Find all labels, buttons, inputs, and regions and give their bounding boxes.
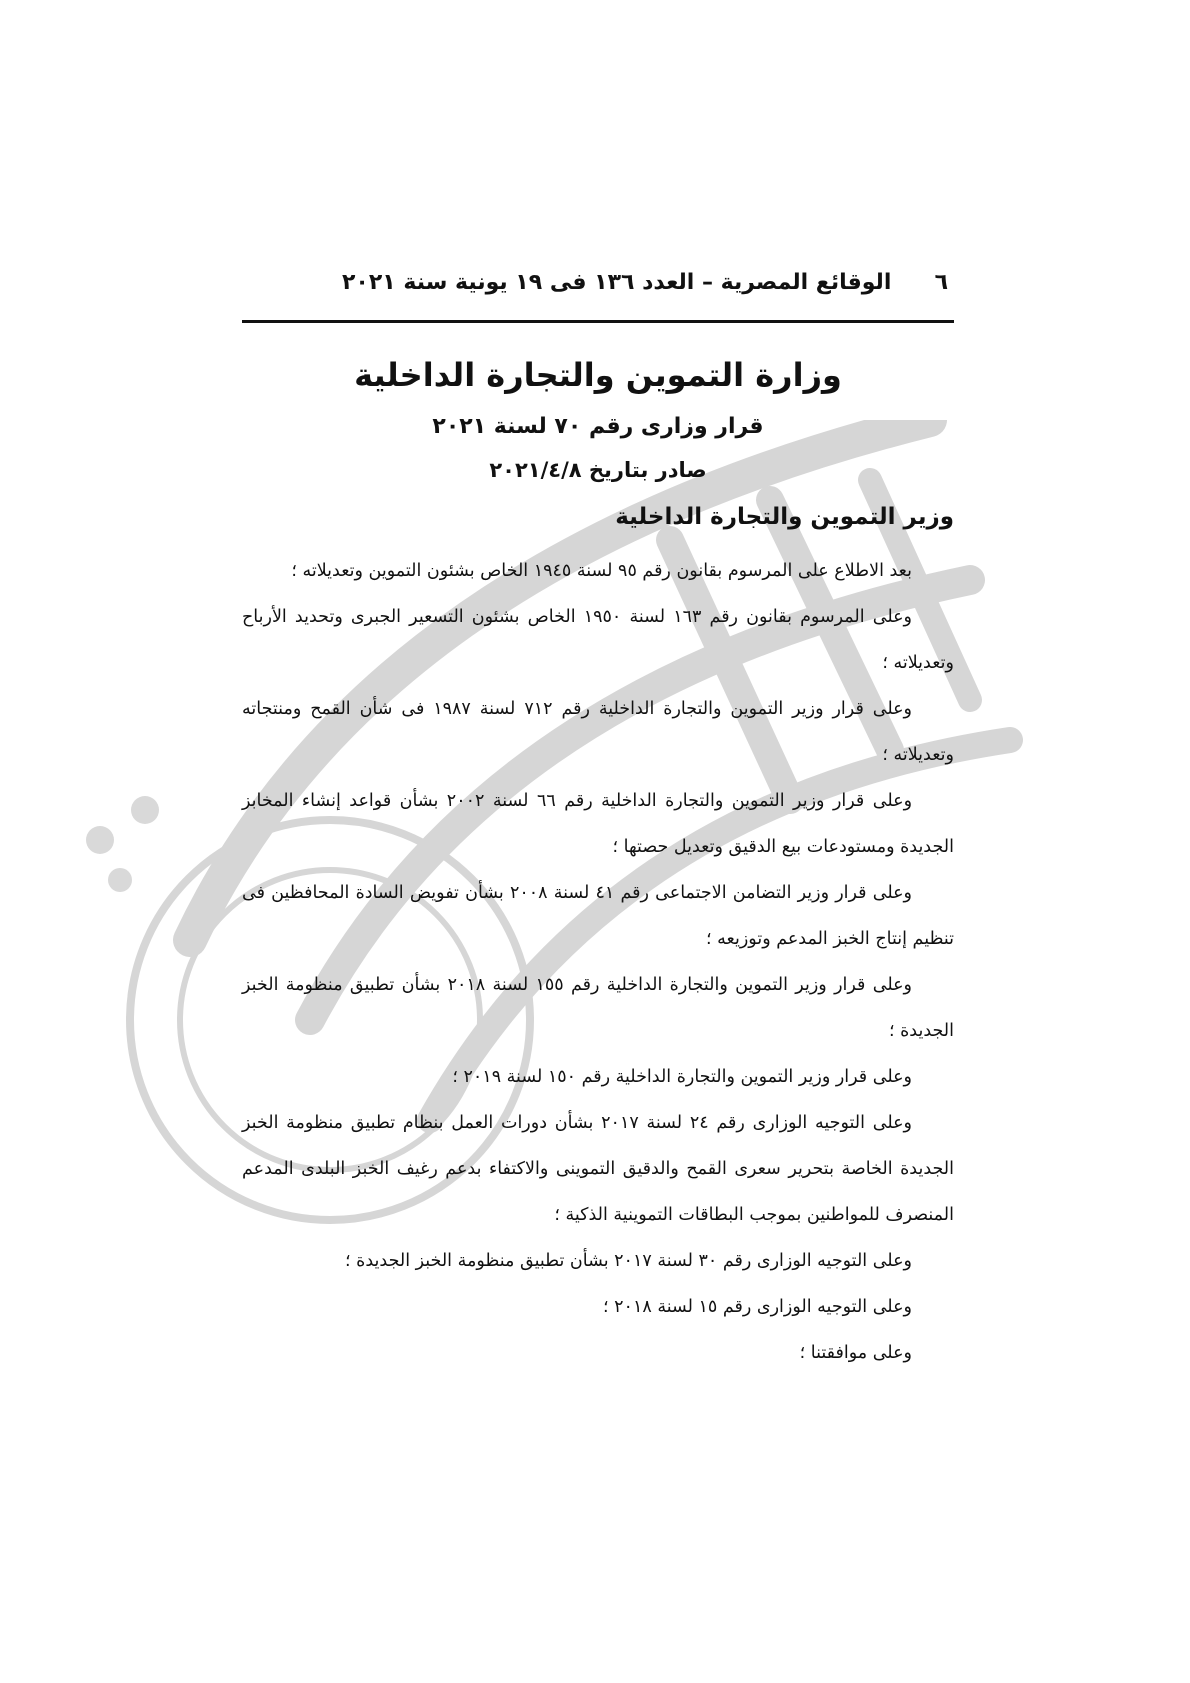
paragraph-7: وعلى قرار وزير التموين والتجارة الداخلية رقم ١٥٠ لسنة ٢٠١٩ ؛ bbox=[452, 1067, 912, 1087]
gazette-header bbox=[242, 270, 954, 304]
paragraph-3: وعلى قرار وزير التموين والتجارة الداخلية رقم ٧١٢ لسنة ١٩٨٧ فى شأن القمح ومنتجاته وتعديلاته ؛ bbox=[242, 699, 954, 765]
paragraph-2: وعلى المرسوم بقانون رقم ١٦٣ لسنة ١٩٥٠ الخاص بشئون التسعير الجبرى وتحديد الأرباح وتعديلاته ؛ bbox=[242, 607, 954, 673]
header-rule bbox=[242, 320, 954, 323]
header-title: الوقائع المصرية – العدد ١٣٦ فى ١٩ يونية سنة ٢٠٢١ bbox=[342, 270, 892, 295]
paragraph-4: وعلى قرار وزير التموين والتجارة الداخلية رقم ٦٦ لسنة ٢٠٠٢ بشأن قواعد إنشاء المخابز الجديدة ومستودعات بيع الدقيق وتعديل حصتها ؛ bbox=[242, 791, 954, 857]
paragraph-1: بعد الاطلاع على المرسوم بقانون رقم ٩٥ لسنة ١٩٤٥ الخاص بشئون التموين وتعديلاته ؛ bbox=[291, 561, 912, 581]
decree-body bbox=[242, 548, 954, 1376]
paragraph-5: وعلى قرار وزير التضامن الاجتماعى رقم ٤١ لسنة ٢٠٠٨ بشأن تفويض السادة المحافظين فى تنظيم إنتاج الخبز المدعم وتوزيعه ؛ bbox=[242, 883, 954, 949]
issue-date: صادر بتاريخ ٢٠٢١/٤/٨ bbox=[489, 458, 707, 482]
ministry-title: وزارة التموين والتجارة الداخلية bbox=[354, 356, 842, 394]
paragraph-10: وعلى التوجيه الوزارى رقم ١٥ لسنة ٢٠١٨ ؛ bbox=[603, 1297, 912, 1317]
paragraph-11: وعلى موافقتنا ؛ bbox=[799, 1343, 912, 1363]
minister-heading: وزير التموين والتجارة الداخلية bbox=[615, 504, 954, 530]
paragraph-8: وعلى التوجيه الوزارى رقم ٢٤ لسنة ٢٠١٧ بشأن دورات العمل بنظام تطبيق منظومة الخبز الجديدة الخاصة بتحرير سعرى القمح والدقيق التموينى والاكتفاء بدعم رغيف الخبز البلدى المدعم المنصرف للمواطنين بموجب البطاقات التموينية الذكية ؛ bbox=[242, 1113, 954, 1225]
page-number: ٦ bbox=[934, 270, 948, 295]
paragraph-9: وعلى التوجيه الوزارى رقم ٣٠ لسنة ٢٠١٧ بشأن تطبيق منظومة الخبز الجديدة ؛ bbox=[345, 1251, 912, 1271]
paragraph-6: وعلى قرار وزير التموين والتجارة الداخلية رقم ١٥٥ لسنة ٢٠١٨ بشأن تطبيق منظومة الخبز الجديدة ؛ bbox=[242, 975, 954, 1041]
decree-title: قرار وزارى رقم ٧٠ لسنة ٢٠٢١ bbox=[432, 414, 764, 439]
